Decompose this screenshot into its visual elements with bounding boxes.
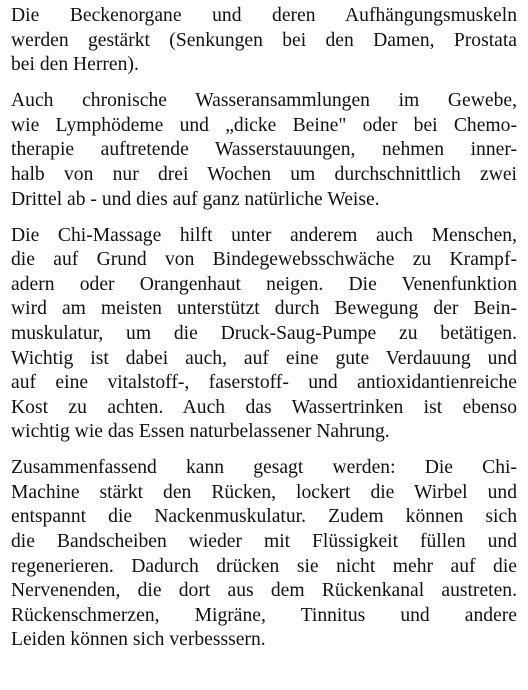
text-line: auf eine vitalstoff-, faserstoff- und antioxidantienreiche <box>11 372 517 394</box>
text-line: bei den Herren). <box>11 54 139 76</box>
text-line: Auch chronische Wasseransammlungen im Gewebe, <box>11 90 517 112</box>
text-line: wird am meisten unterstützt durch Bewegung der Bein- <box>11 298 517 320</box>
text-line: Drittel ab - und dies auf ganz natürliche Weise. <box>11 188 380 210</box>
text-line: wie Lymphödeme und „dicke Beine" oder bei Chemo- <box>11 114 517 136</box>
text-line: halb von nur drei Wochen um durchschnittlich zwei <box>11 163 517 185</box>
text-line: entspannt die Nackenmuskulatur. Zudem können sich <box>11 506 517 528</box>
text-line: Die Chi-Massage hilft unter anderem auch Menschen, <box>11 224 517 246</box>
text-line: Wichtig ist dabei auch, auf eine gute Verdauung und <box>11 347 517 369</box>
text-line: Zusammenfassend kann gesagt werden: Die Chi- <box>11 457 517 479</box>
text-line: Nervenenden, die dort aus dem Rückenkanal austreten. <box>11 580 517 602</box>
text-line: wichtig wie das Essen naturbelassener Nahrung. <box>11 421 390 443</box>
text-line: adern oder Orangenhaut neigen. Die Venenfunktion <box>11 273 517 295</box>
paragraph-water-retention <box>11 89 517 212</box>
text-line: Machine stärkt den Rücken, lockert die Wirbel und <box>11 481 517 503</box>
paragraph-pelvic-organs <box>11 4 517 78</box>
text-line: werden gestärkt (Senkungen bei den Damen, Prostata <box>11 29 517 51</box>
text-line: Die Beckenorgane und deren Aufhängungsmuskeln <box>11 5 517 26</box>
text-line: Leiden können sich verbesssern. <box>11 629 266 651</box>
paragraph-chi-massage <box>11 224 517 445</box>
text-line: Rückenschmerzen, Migräne, Tinnitus und andere <box>11 604 517 626</box>
text-line: therapie auftretende Wasserstauungen, nehmen inner- <box>11 139 517 161</box>
text-line: regenerieren. Dadurch drücken sie nicht mehr auf die <box>11 555 517 577</box>
paragraph-summary <box>11 456 517 653</box>
text-line: muskulatur, um die Druck-Saug-Pumpe zu betätigen. <box>11 322 517 344</box>
text-line: Kost zu achten. Auch das Wassertrinken ist ebenso <box>11 396 517 418</box>
text-line: die auf Grund von Bindegewebsschwäche zu Krampf- <box>11 249 517 271</box>
document-page <box>11 4 517 664</box>
text-line: die Bandscheiben wieder mit Flüssigkeit füllen und <box>11 531 517 553</box>
